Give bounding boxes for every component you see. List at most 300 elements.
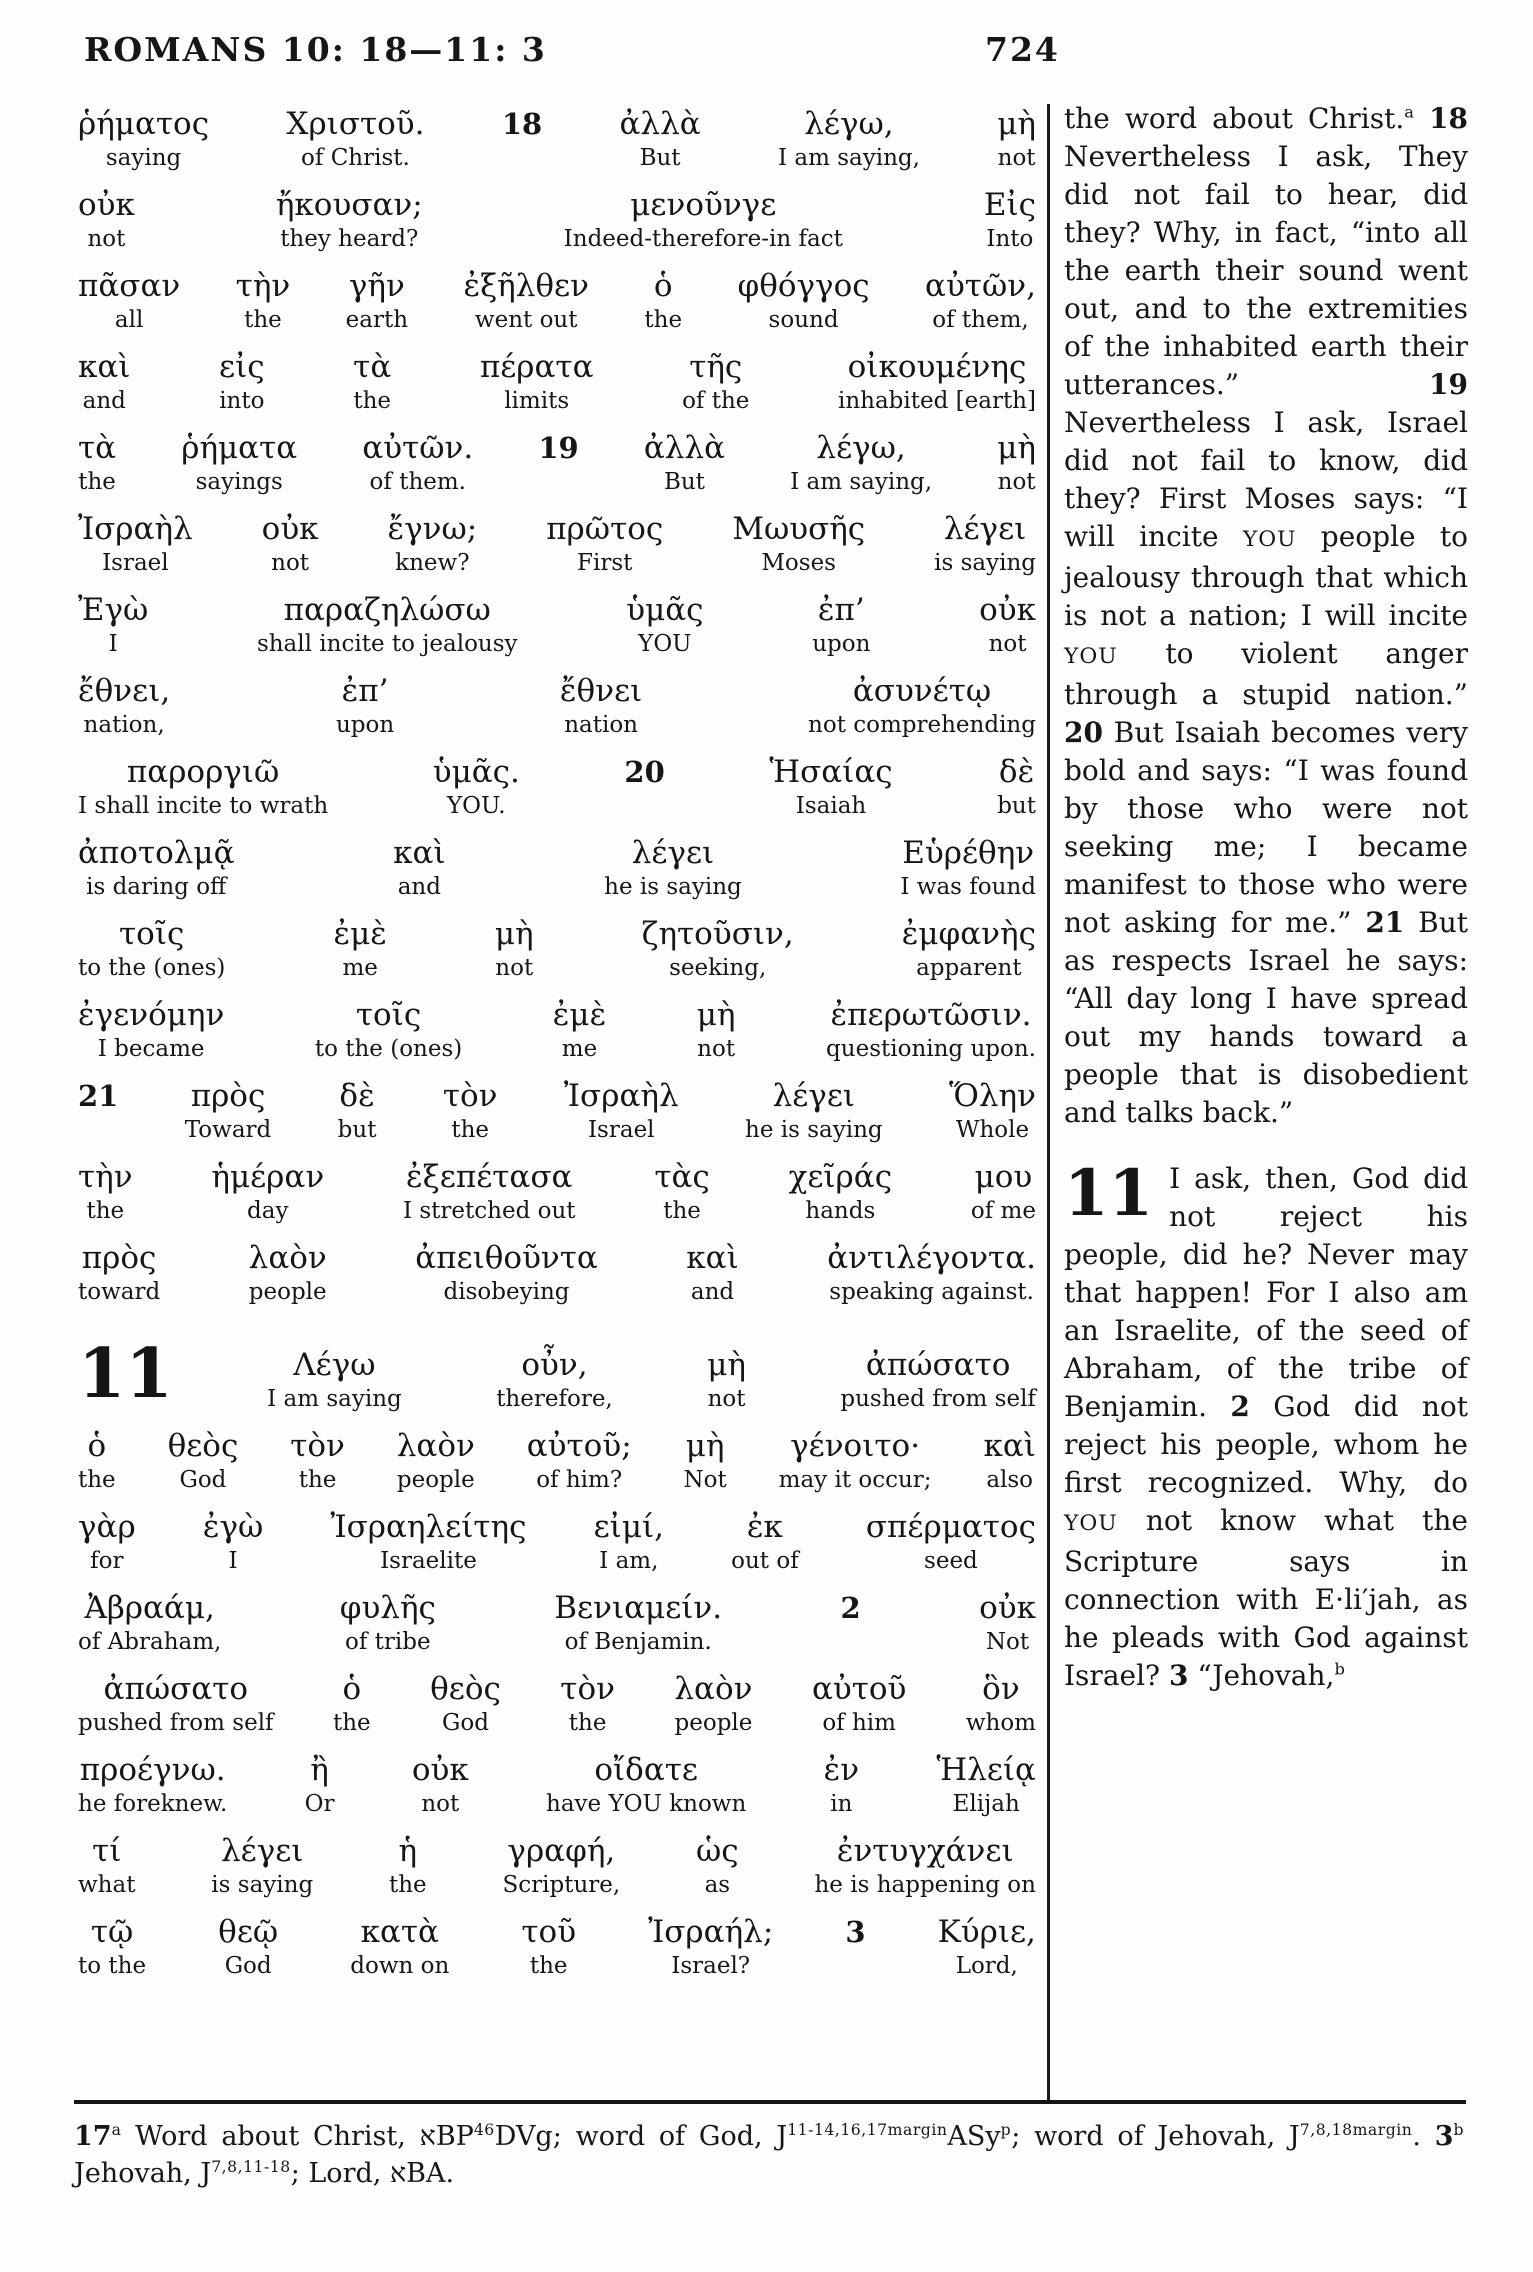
english-gloss: he is happening on: [814, 1872, 1036, 1898]
greek-word: Ἡσαίας: [769, 754, 893, 790]
greek-word: μὴ: [997, 430, 1036, 466]
word-pair: [393, 833, 445, 902]
english-gloss: shall incite to jealousy: [256, 631, 518, 657]
word-pair: [808, 671, 1036, 740]
english-gloss: God: [224, 1953, 272, 1979]
english-gloss: I am,: [599, 1548, 659, 1574]
english-gloss: of tribe: [345, 1629, 431, 1655]
word-pair: [78, 671, 170, 740]
greek-word: τὴν: [235, 268, 291, 304]
translation-paragraph: [1064, 1156, 1468, 1695]
english-gloss: the: [78, 1467, 116, 1493]
word-pair: [902, 914, 1036, 983]
word-pair: [521, 1912, 576, 1981]
word-pair: [185, 1076, 272, 1145]
greek-word: πρὸς: [190, 1078, 266, 1114]
greek-word: ὃν: [982, 1671, 1020, 1707]
word-pair: [966, 1669, 1036, 1738]
word-pair: [78, 1238, 160, 1307]
word-pair: [790, 428, 932, 497]
verse-number: [845, 1912, 865, 1981]
word-pair: [560, 1669, 615, 1738]
greek-word: δὲ: [339, 1078, 375, 1114]
greek-word: τὸν: [442, 1078, 498, 1114]
english-gloss: he is saying: [604, 874, 742, 900]
greek-word: Ἰσραήλ;: [648, 1914, 774, 1950]
greek-word: αὐτοῦ: [811, 1671, 907, 1707]
english-gloss: and: [690, 1279, 735, 1305]
greek-word: θεὸς: [167, 1428, 239, 1464]
greek-word: ὁ: [342, 1671, 362, 1707]
greek-word: τῷ: [90, 1914, 134, 1950]
interlinear-line: [78, 104, 1036, 173]
greek-word: πᾶσαν: [78, 268, 181, 304]
english-gloss: in: [830, 1791, 853, 1817]
word-pair: [546, 509, 663, 578]
interlinear-line: [78, 1157, 1036, 1226]
translation-column: [1064, 100, 1468, 1695]
word-pair: [78, 590, 148, 659]
word-pair: [412, 1750, 469, 1819]
word-pair: [78, 104, 209, 173]
word-pair: [433, 752, 520, 821]
word-pair: [346, 266, 408, 335]
interlinear-line: [78, 914, 1036, 983]
word-pair: [78, 185, 135, 254]
greek-word: οὐκ: [261, 511, 319, 547]
greek-word: σπέρματος: [865, 1509, 1036, 1545]
text-run: people to jealousy through that which is not a nation; I will incite: [1064, 520, 1468, 632]
word-pair: [443, 1076, 498, 1145]
superscript-marker: 46: [473, 2120, 495, 2139]
english-gloss: may it occur;: [778, 1467, 932, 1493]
english-gloss: but: [337, 1117, 377, 1143]
english-gloss: to the (ones): [78, 955, 226, 981]
superscript-marker: b: [1334, 1659, 1345, 1679]
english-gloss: knew?: [395, 550, 470, 576]
english-gloss: me: [342, 955, 378, 981]
english-gloss: into: [219, 388, 265, 414]
greek-word: μὴ: [696, 997, 736, 1033]
english-gloss: of me: [970, 1198, 1036, 1224]
greek-word: 21: [78, 1079, 119, 1113]
english-gloss: not: [495, 955, 534, 981]
word-pair: [824, 1750, 859, 1819]
page-number: 724: [985, 30, 1060, 69]
english-gloss: to the (ones): [314, 1036, 463, 1062]
verse-number: 3: [1434, 2121, 1454, 2152]
word-pair: [682, 347, 749, 416]
greek-word: λέγει: [631, 835, 715, 871]
greek-word: ὁ: [87, 1428, 107, 1464]
english-gloss: people: [248, 1279, 327, 1305]
greek-word: εἰς: [219, 349, 265, 385]
greek-word: μὴ: [997, 106, 1036, 142]
word-pair: [936, 1750, 1036, 1819]
text-run: [1414, 102, 1429, 135]
word-pair: [644, 428, 725, 497]
english-gloss: not: [421, 1791, 460, 1817]
word-pair: [78, 1426, 116, 1495]
greek-word: λέγει: [221, 1833, 304, 1869]
greek-word: τὴν: [78, 1159, 133, 1195]
english-gloss: of the: [682, 388, 750, 414]
word-pair: [971, 1157, 1036, 1226]
greek-word: λέγει: [772, 1078, 856, 1114]
greek-word: μὴ: [494, 916, 534, 952]
word-pair: [997, 752, 1036, 821]
english-gloss: I shall incite to wrath: [78, 793, 329, 819]
english-gloss: of Christ.: [301, 145, 410, 171]
greek-word: ἐν: [823, 1752, 860, 1788]
word-pair: [211, 1157, 324, 1226]
english-gloss: Israel?: [671, 1953, 751, 1979]
footnote-rule: [74, 2100, 1466, 2104]
english-gloss: have YOU known: [546, 1791, 747, 1817]
superscript-marker: p: [1000, 2120, 1012, 2139]
text-run: Jehovah, J: [74, 2158, 212, 2189]
greek-word: ῥήματος: [78, 106, 210, 142]
word-pair: [397, 1426, 475, 1495]
greek-word: οὐκ: [979, 592, 1036, 628]
greek-word: εἰμί,: [593, 1509, 664, 1545]
interlinear-line: [78, 185, 1036, 254]
greek-word: ἀπώσατο: [103, 1671, 249, 1707]
english-gloss: upon: [812, 631, 871, 657]
english-gloss: people: [674, 1710, 753, 1736]
interlinear-line: [78, 428, 1036, 497]
text-run: YOU: [1064, 644, 1118, 669]
greek-word: θεὸς: [430, 1671, 501, 1707]
word-pair: [812, 1669, 906, 1738]
word-pair: [934, 509, 1036, 578]
english-gloss: pushed from self: [840, 1386, 1036, 1412]
english-gloss: questioning upon.: [826, 1036, 1036, 1062]
text-run: ; word of Jehovah, J: [1011, 2121, 1300, 2152]
greek-word: ἔγνω;: [387, 511, 478, 547]
word-pair: [338, 1076, 377, 1145]
english-gloss: not: [707, 1386, 746, 1412]
english-gloss: not comprehending: [808, 712, 1036, 738]
greek-word: λέγω,: [804, 106, 894, 142]
greek-word: ἀντιλέγοντα.: [827, 1240, 1036, 1276]
text-run: not know what the Scripture says in connection with E·li′jah, as he pleads with God against Israel?: [1064, 1504, 1468, 1692]
word-pair: [78, 1157, 133, 1226]
english-gloss: speaking against.: [829, 1279, 1034, 1305]
english-gloss: but: [997, 793, 1036, 819]
greek-word: Λέγω: [293, 1347, 376, 1383]
greek-word: ἐξεπέτασα: [406, 1159, 573, 1195]
word-pair: [503, 1831, 621, 1900]
english-gloss: of him: [822, 1710, 896, 1736]
english-gloss: the: [451, 1117, 490, 1143]
word-pair: [900, 833, 1036, 902]
english-gloss: not: [997, 469, 1036, 495]
word-pair: [949, 1076, 1036, 1145]
greek-word: πρῶτος: [546, 511, 664, 547]
text-run: “Jehovah,: [1188, 1659, 1335, 1692]
greek-word: παροργιῶ: [126, 754, 280, 790]
greek-word: ἢ: [310, 1752, 329, 1788]
greek-word: καὶ: [393, 835, 446, 871]
english-gloss: But: [663, 469, 705, 495]
english-gloss: Or: [304, 1791, 335, 1817]
greek-word: καὶ: [686, 1240, 739, 1276]
word-pair: [769, 752, 892, 821]
word-pair: [78, 833, 235, 902]
greek-word: ἐμφανὴς: [901, 916, 1036, 952]
english-gloss: whom: [965, 1710, 1036, 1736]
greek-word: Ἡλείᾳ: [936, 1752, 1036, 1788]
english-gloss: seed: [924, 1548, 978, 1574]
word-pair: [336, 671, 394, 740]
word-pair: [827, 1238, 1036, 1307]
word-pair: [333, 1669, 371, 1738]
text-run: But Isaiah becomes very bold and says: “I was found by those who were not seeking me; I became manifest to those who were not asking for me.”: [1064, 716, 1468, 939]
greek-word: ἐπ’: [341, 673, 389, 709]
word-pair: [78, 1507, 136, 1576]
english-gloss: the: [389, 1872, 427, 1898]
english-gloss: the: [78, 469, 116, 495]
word-pair: [866, 1507, 1036, 1576]
greek-word: τοῖς: [119, 916, 185, 952]
word-pair: [626, 590, 703, 659]
greek-word: ἐπερωτῶσιν.: [830, 997, 1032, 1033]
greek-word: Κύριε,: [937, 1914, 1036, 1950]
greek-word: γένοιτο·: [790, 1428, 921, 1464]
text-run: DVg; word of God, J: [494, 2121, 788, 2152]
interlinear-line: [78, 266, 1036, 335]
greek-word: φυλῆς: [339, 1590, 436, 1626]
english-gloss: I was found: [900, 874, 1036, 900]
greek-word: ἀπειθοῦντα: [415, 1240, 598, 1276]
english-gloss: Israel: [587, 1117, 655, 1143]
greek-word: λαὸν: [674, 1671, 753, 1707]
word-pair: [979, 590, 1036, 659]
greek-word: αὐτοῦ;: [526, 1428, 632, 1464]
greek-word: ἐγὼ: [202, 1509, 264, 1545]
text-run: Nevertheless I ask, They did not fail to hear, did they? Why, in fact, “into all the earth their sound went out, and to the extremities of the inhabited earth their utterances.”: [1064, 140, 1468, 401]
greek-word: 18: [501, 107, 543, 141]
english-gloss: Not: [985, 1629, 1030, 1655]
interlinear-line: [78, 752, 1036, 821]
word-pair: [78, 1669, 274, 1738]
word-pair: [267, 1345, 402, 1414]
word-pair: [696, 1831, 739, 1900]
greek-word: πέρατα: [479, 349, 594, 385]
english-gloss: what: [78, 1872, 136, 1898]
word-pair: [648, 1912, 773, 1981]
text-run: ; Lord, אBA.: [290, 2158, 455, 2189]
word-pair: [78, 347, 130, 416]
english-gloss: the: [353, 388, 392, 414]
word-pair: [984, 185, 1036, 254]
english-gloss: of Benjamin.: [564, 1629, 712, 1655]
greek-word: τοῖς: [355, 997, 422, 1033]
greek-word: αὐτῶν.: [362, 430, 474, 466]
word-pair: [654, 1157, 709, 1226]
greek-word: λέγει: [943, 511, 1027, 547]
word-pair: [814, 1831, 1035, 1900]
english-gloss: the: [644, 307, 683, 333]
word-pair: [236, 266, 291, 335]
english-gloss: apparent: [916, 955, 1022, 981]
verse-number: 3: [1168, 1659, 1189, 1692]
word-pair: [564, 185, 843, 254]
greek-word: ἔθνει,: [78, 673, 171, 709]
word-pair: [997, 428, 1036, 497]
word-pair: [388, 509, 478, 578]
greek-word: ἐγενόμην: [78, 997, 225, 1033]
greek-word: ὑμᾶς: [626, 592, 704, 628]
english-gloss: God: [442, 1710, 489, 1736]
english-gloss: Elijah: [952, 1791, 1020, 1817]
greek-word: ὑμᾶς.: [432, 754, 520, 790]
english-gloss: he foreknew.: [78, 1791, 228, 1817]
word-pair: [560, 671, 642, 740]
greek-word: λαὸν: [248, 1240, 327, 1276]
footnotes: [74, 2118, 1464, 2192]
verse-number: [538, 428, 578, 497]
english-gloss: I am saying,: [777, 145, 920, 171]
english-gloss: of Abraham,: [78, 1629, 222, 1655]
text-run: YOU: [1064, 1511, 1118, 1536]
english-gloss: sayings: [195, 469, 283, 495]
greek-word: Εἰς: [983, 187, 1036, 223]
word-pair: [604, 833, 742, 902]
word-pair: [403, 1157, 576, 1226]
greek-word: πρὸς: [81, 1240, 157, 1276]
superscript-marker: 11-14,16,17margin: [787, 2120, 948, 2139]
greek-word: 19: [538, 431, 579, 465]
word-pair: [731, 1507, 799, 1576]
word-pair: [389, 1831, 427, 1900]
greek-word: φθόγγος: [737, 268, 870, 304]
word-pair: [925, 266, 1036, 335]
word-pair: [495, 914, 534, 983]
interlinear-line: [78, 1076, 1036, 1145]
word-pair: [674, 1669, 752, 1738]
greek-word: γὰρ: [78, 1509, 136, 1545]
greek-word: χεῖράς: [788, 1159, 893, 1195]
english-gloss: also: [986, 1467, 1034, 1493]
word-pair: [78, 266, 180, 335]
greek-word: κατὰ: [360, 1914, 439, 1950]
text-run: to violent anger through a stupid nation.”: [1064, 637, 1468, 711]
word-pair: [737, 266, 869, 335]
word-pair: [779, 1426, 932, 1495]
english-gloss: Isaiah: [795, 793, 867, 819]
english-gloss: and: [82, 388, 126, 414]
running-head-title: ROMANS 10: 18—11: 3: [84, 30, 547, 69]
greek-word: ἡμέραν: [211, 1159, 325, 1195]
greek-word: οὐκ: [411, 1752, 469, 1788]
english-gloss: seeking,: [669, 955, 767, 981]
greek-word: ὁ: [653, 268, 673, 304]
word-pair: [78, 752, 328, 821]
translation-paragraph: [1064, 100, 1468, 1132]
word-pair: [684, 1426, 727, 1495]
greek-word: καὶ: [78, 349, 131, 385]
greek-word: ἔθνει: [559, 673, 643, 709]
word-pair: [840, 1345, 1036, 1414]
greek-word: λαὸν: [396, 1428, 475, 1464]
greek-word: Ἐγὼ: [78, 592, 149, 628]
english-gloss: sound: [768, 307, 839, 333]
english-gloss: of them.: [369, 469, 466, 495]
interlinear-line: [78, 590, 1036, 659]
english-gloss: Lord,: [955, 1953, 1018, 1979]
english-gloss: nation,: [83, 712, 165, 738]
english-gloss: people: [396, 1467, 475, 1493]
greek-word: 3: [845, 1915, 866, 1949]
english-gloss: I: [228, 1548, 238, 1574]
greek-word: θεῷ: [218, 1914, 279, 1950]
text-run: ASy: [947, 2121, 1001, 2152]
word-pair: [168, 1426, 239, 1495]
greek-word: οἴδατε: [594, 1752, 698, 1788]
word-pair: [78, 509, 193, 578]
word-pair: [644, 266, 682, 335]
verse-number: [841, 1588, 861, 1657]
greek-word: Βενιαμείν.: [554, 1590, 723, 1626]
interlinear-line: [78, 1334, 1036, 1415]
english-gloss: for: [90, 1548, 124, 1574]
english-gloss: God: [179, 1467, 227, 1493]
superscript-marker: a: [111, 2120, 122, 2139]
interlinear-line: [78, 671, 1036, 740]
greek-word: Ἰσραὴλ: [563, 1078, 679, 1114]
english-gloss: the: [298, 1467, 337, 1493]
verse-number: 19: [1429, 368, 1468, 401]
verse-number: [502, 104, 542, 173]
english-gloss: Into: [986, 226, 1034, 252]
english-gloss: and: [397, 874, 441, 900]
word-pair: [594, 1507, 664, 1576]
english-gloss: Toward: [184, 1117, 272, 1143]
word-pair: [78, 914, 225, 983]
word-pair: [997, 104, 1036, 173]
english-gloss: all: [114, 307, 144, 333]
english-gloss: went out: [474, 307, 578, 333]
english-gloss: upon: [335, 712, 395, 738]
verse-number: 17: [74, 2121, 112, 2152]
word-pair: [642, 914, 794, 983]
chapter-number: 11: [1064, 1156, 1154, 1231]
interlinear-line: [78, 1831, 1036, 1900]
english-gloss: inhabited [earth]: [837, 388, 1036, 414]
word-pair: [305, 1750, 335, 1819]
interlinear-column: [78, 104, 1036, 1993]
word-pair: [554, 1588, 722, 1657]
greek-word: δὲ: [998, 754, 1035, 790]
word-pair: [333, 914, 386, 983]
word-pair: [527, 1426, 632, 1495]
word-pair: [463, 266, 589, 335]
interlinear-line: [78, 509, 1036, 578]
greek-word: ἀποτολμᾷ: [78, 835, 235, 871]
greek-word: Ἰσραηλείτης: [330, 1509, 527, 1545]
greek-word: 2: [840, 1591, 861, 1625]
word-pair: [745, 1076, 883, 1145]
english-gloss: he is saying: [745, 1117, 883, 1143]
greek-word: μὴ: [707, 1347, 746, 1383]
english-gloss: the: [86, 1198, 125, 1224]
greek-word: οἰκουμένης: [847, 349, 1027, 385]
english-gloss: the: [663, 1198, 701, 1224]
english-gloss: is saying: [211, 1872, 314, 1898]
word-pair: [257, 590, 518, 659]
